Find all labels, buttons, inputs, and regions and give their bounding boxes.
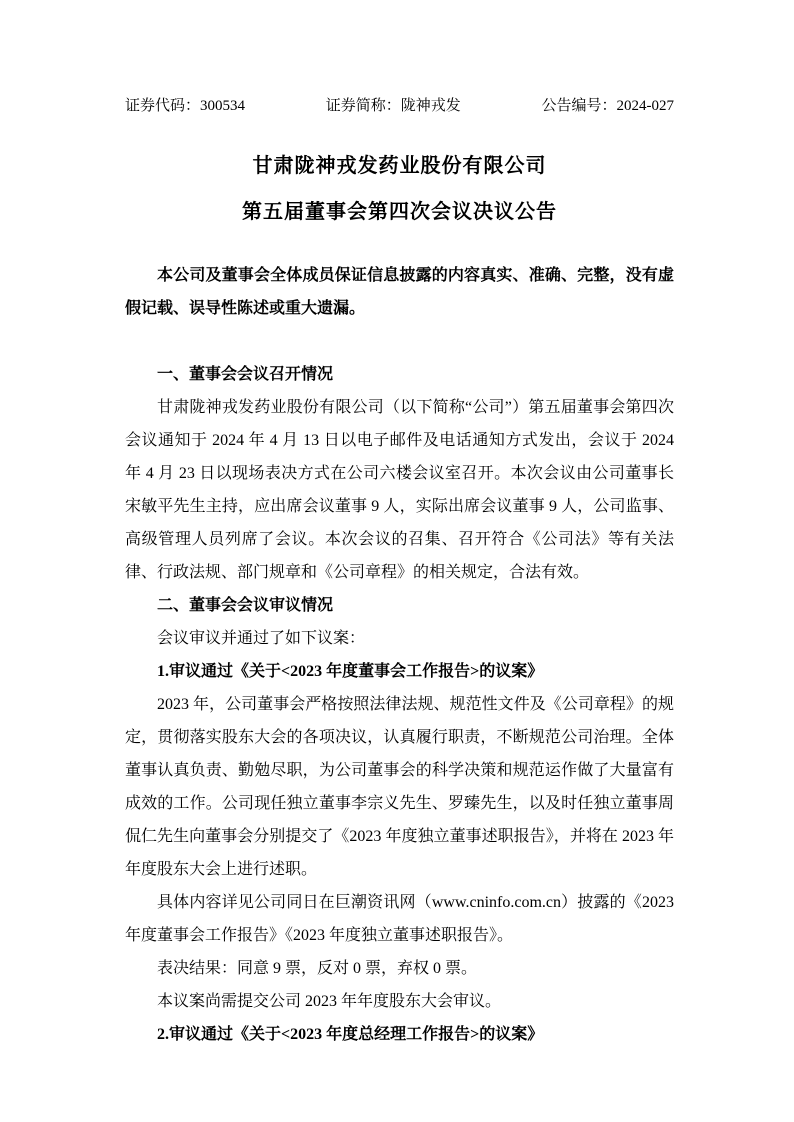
paragraph-meeting-convening: 甘肃陇神戎发药业股份有限公司（以下简称“公司”）第五届董事会第四次会议通知于 2024 年 4 月 13 日以电子邮件及电话通知方式发出，会议于 2024 年 4 月 23 日以现场表决方式在公司六楼会议室召开。本次会议由公司董事长宋敏平先生主持，应出席会议董事 9 人，实际出席会议董事 9 人，公司监事、高级管理人员列席了会议。本次会议的召集、召开符合《公司法》等有关法律、行政法规、部门规章和《公司章程》的相关规定，合法有效。: [125, 399, 674, 581]
title-line-1: 甘肃陇神戎发药业股份有限公司: [252, 155, 547, 177]
document-title: [125, 143, 674, 235]
disclaimer-paragraph: 本公司及董事会全体成员保证信息披露的内容真实、准确、完整，没有虚假记载、误导性陈述或重大遗漏。: [125, 267, 674, 317]
paragraph-vote-result: 表决结果：同意 9 票，反对 0 票，弃权 0 票。: [157, 960, 478, 977]
stock-code: 证券代码：300534: [125, 98, 246, 114]
paragraph-submission-note: 本议案尚需提交公司 2023 年年度股东大会审议。: [157, 993, 502, 1010]
announcement-number: 公告编号：2024-027: [541, 98, 674, 114]
paragraph-disclosure-reference: 具体内容详见公司同日在巨潮资讯网（www.cninfo.com.cn）披露的《2023年度董事会工作报告》《2023 年度独立董事述职报告》。: [125, 894, 674, 944]
proposal-heading-1: 1.审议通过《关于<2023 年度董事会工作报告>的议案》: [157, 663, 544, 680]
section-heading-1: 一、董事会会议召开情况: [157, 366, 334, 383]
stock-name: 证券简称：陇神戎发: [325, 98, 461, 114]
proposal-heading-2: 2.审议通过《关于<2023 年度总经理工作报告>的议案》: [157, 1026, 544, 1043]
document-header-row: [125, 96, 674, 117]
title-line-2: 第五届董事会第四次会议决议公告: [242, 201, 557, 223]
document-body: [125, 259, 674, 1051]
section-heading-2: 二、董事会会议审议情况: [157, 597, 334, 614]
paragraph-review-intro: 会议审议并通过了如下议案：: [157, 630, 366, 647]
paragraph-proposal-1-detail: 2023 年，公司董事会严格按照法律法规、规范性文件及《公司章程》的规定，贯彻落实股东大会的各项决议，认真履行职责，不断规范公司治理。全体董事认真负责、勤勉尽职，为公司董事会的科学决策和规范运作做了大量富有成效的工作。公司现任独立董事李宗义先生、罗臻先生，以及时任独立董事周侃仁先生向董事会分别提交了《2023 年度独立董事述职报告》，并将在 2023 年年度股东大会上进行述职。: [125, 696, 674, 878]
